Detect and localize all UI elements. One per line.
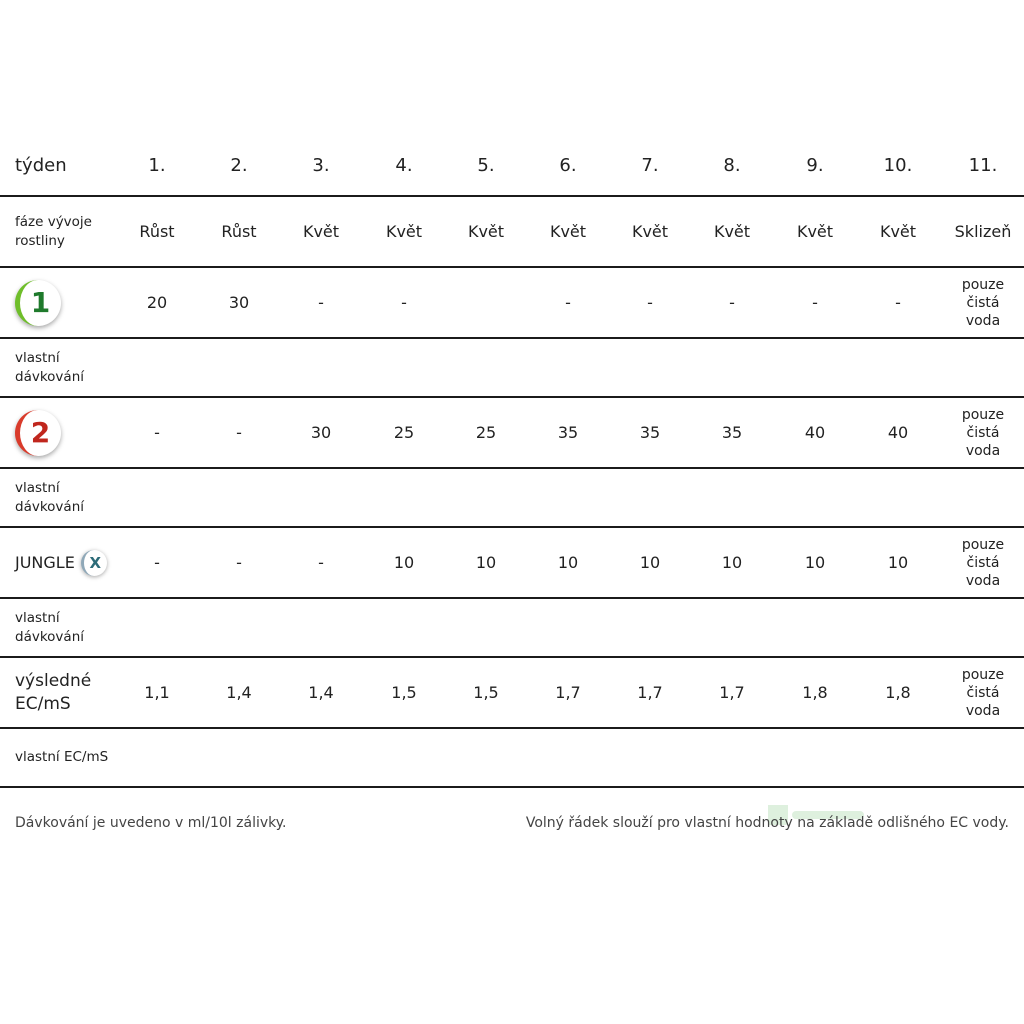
jungle-text: JUNGLE: [15, 553, 75, 572]
row-jungle: [0, 528, 1024, 599]
row-product-1-cell: -: [812, 293, 818, 312]
row-product-2-cell: 40: [887, 423, 909, 442]
row-product-2-cell: 35: [639, 423, 661, 442]
row-product-1-cell: [446, 268, 526, 337]
row-custom-1: [0, 339, 1024, 398]
product-1-badge-icon: [15, 280, 61, 326]
row-ec-cell: 1,7: [555, 683, 581, 702]
custom-ec-label: vlastní EC/mS: [15, 749, 109, 765]
row-phase-cell: Růst: [139, 222, 175, 241]
row-custom-3: [0, 599, 1024, 658]
custom-3-label: vlastní dávkování: [15, 609, 84, 645]
row-week-cell: 10.: [883, 155, 913, 176]
ec-label: výsledné EC/mS: [15, 670, 92, 714]
row-phase-cell: Květ: [879, 222, 917, 241]
product-2-badge-number: 2: [30, 416, 51, 449]
jungle-x-letter: X: [89, 553, 102, 572]
row-week-cell: 7.: [641, 155, 659, 176]
row-jungle-cell: -: [236, 553, 242, 572]
row-ec-cell: 1,7: [637, 683, 663, 702]
custom-1-label: vlastní dávkování: [15, 349, 84, 385]
row-week-cell: 5.: [477, 155, 495, 176]
row-week-cell: 4.: [395, 155, 413, 176]
row-phase-cell: Květ: [796, 222, 834, 241]
row-phase-cell: Květ: [302, 222, 340, 241]
row-product-2: [0, 398, 1024, 469]
custom-2-label: vlastní dávkování: [15, 479, 84, 515]
row-week-cell: 8.: [723, 155, 741, 176]
row-product-1-cell: -: [401, 293, 407, 312]
row-phase-cell: Sklizeň: [954, 222, 1012, 241]
row-jungle-cell: -: [318, 553, 324, 572]
row-product-1: [0, 268, 1024, 339]
row-product-2-cell: -: [236, 423, 242, 442]
row-ec-cell: 1,5: [473, 683, 499, 702]
row-phase-cell: Květ: [467, 222, 505, 241]
row-product-2-cell: 25: [393, 423, 415, 442]
row-jungle-cell: 10: [804, 553, 826, 572]
row-phase-cell: Květ: [549, 222, 587, 241]
row-product-1-cell: -: [565, 293, 571, 312]
row-ec-cell: 1,8: [802, 683, 828, 702]
product-1-label: [15, 268, 125, 337]
row-jungle-cell: -: [154, 553, 160, 572]
row-product-1-cell: pouze čistá voda: [961, 276, 1005, 329]
row-product-2-cell: 35: [721, 423, 743, 442]
row-product-1-cell: -: [318, 293, 324, 312]
row-phase-cell: Květ: [631, 222, 669, 241]
row-phase-cell: Květ: [385, 222, 423, 241]
row-product-1-cell: -: [729, 293, 735, 312]
footer-note-right: Volný řádek slouží pro vlastní hodnoty na základě odlišného EC vody.: [525, 815, 1009, 831]
row-jungle-cell: 10: [557, 553, 579, 572]
jungle-x-icon: [81, 550, 107, 576]
row-ec-cell: 1,4: [308, 683, 334, 702]
footer-note-left: Dávkování je uvedeno v ml/10l zálivky.: [15, 815, 287, 831]
phase-label: fáze vývoje rostliny: [15, 213, 92, 249]
product-2-badge-icon: [15, 410, 61, 456]
row-product-1-cell: -: [895, 293, 901, 312]
row-week-cell: 3.: [312, 155, 330, 176]
row-week-cell: 6.: [559, 155, 577, 176]
row-jungle-cell: 10: [887, 553, 909, 572]
row-ec-cell: 1,8: [885, 683, 911, 702]
row-product-2-cell: -: [154, 423, 160, 442]
row-product-2-cell: pouze čistá voda: [961, 406, 1005, 459]
row-product-1-cell: 20: [146, 293, 168, 312]
row-jungle-cell: 10: [639, 553, 661, 572]
row-product-2-cell: 30: [310, 423, 332, 442]
row-product-2-cell: 25: [475, 423, 497, 442]
row-ec: [0, 658, 1024, 729]
row-product-2-cell: 40: [804, 423, 826, 442]
row-week-cell: 2.: [230, 155, 248, 176]
row-week-cell: 1.: [148, 155, 166, 176]
row-ec-cell: 1,4: [226, 683, 252, 702]
row-phase-cell: Květ: [713, 222, 751, 241]
product-2-label: [15, 398, 125, 467]
row-ec-cell: pouze čistá voda: [961, 666, 1005, 719]
row-ec-cell: 1,7: [719, 683, 745, 702]
row-week-cell: 9.: [806, 155, 824, 176]
row-jungle-cell: 10: [475, 553, 497, 572]
row-product-1-cell: 30: [228, 293, 250, 312]
dosing-table: [0, 136, 1024, 788]
row-phase: [0, 197, 1024, 268]
row-week-cell: 11.: [968, 155, 998, 176]
jungle-label: [15, 528, 125, 597]
row-ec-cell: 1,1: [144, 683, 170, 702]
product-1-badge-number: 1: [30, 286, 51, 319]
row-custom-2: [0, 469, 1024, 528]
row-product-1-cell: -: [647, 293, 653, 312]
week-label: týden: [15, 155, 67, 176]
row-jungle-cell: 10: [721, 553, 743, 572]
row-jungle-cell: pouze čistá voda: [961, 536, 1005, 589]
row-jungle-cell: 10: [393, 553, 415, 572]
row-product-2-cell: 35: [557, 423, 579, 442]
row-ec-cell: 1,5: [391, 683, 417, 702]
row-week: [0, 136, 1024, 197]
row-phase-cell: Růst: [221, 222, 257, 241]
row-custom-ec: [0, 729, 1024, 788]
